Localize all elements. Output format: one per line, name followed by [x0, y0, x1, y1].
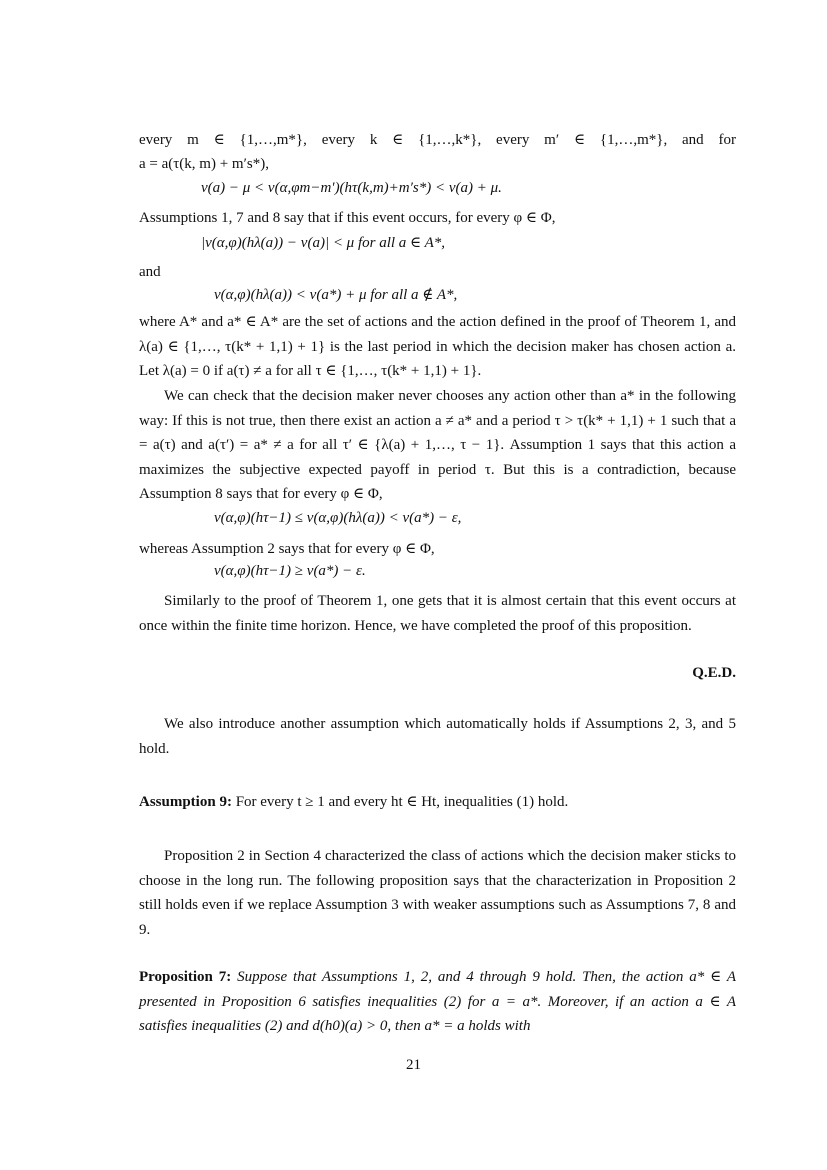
equation-1: v(a) − μ < v(α,φm−m′)(hτ(k,m)+m′s*) < v(a) + μ.	[201, 180, 502, 196]
paragraph-similarly: Similarly to the proof of Theorem 1, one gets that it is almost certain that this event occurs at once within the finite time horizon. Hence, we have completed the proof of this proposition.	[139, 593, 736, 634]
paragraph-another-assumption: We also introduce another assumption which automatically holds if Assumptions 2, 3, and 5 hold.	[139, 716, 736, 757]
paragraph-where: where A* and a* ∈ A* are the set of actions and the action defined in the proof of Theorem 1, and λ(a) ∈ {1,…, τ(k* + 1,1) + 1} is the last period in which the decision maker has chosen action a. Let λ(a) = 0 if a(τ) ≠ a for all τ ∈ {1,…, τ(k* + 1,1) + 1}.	[139, 314, 736, 379]
equation-2: |v(α,φ)(hλ(a)) − v(a)| < μ for all a ∈ A*,	[201, 235, 446, 251]
proposition-7	[139, 965, 736, 1039]
page-number: 21	[406, 1057, 421, 1073]
line-action-def: a = a(τ(k, m) + m′s*),	[139, 156, 269, 172]
proposition-7-label: Proposition 7:	[139, 969, 232, 985]
paragraph-never-chooses: We can check that the decision maker never chooses any action other than a* in the following way: If this is not true, then there exist an action a ≠ a* and a period τ > τ(k* + 1,1) + 1 such that a = a(τ) and a(τ′) = a* ≠ a for all τ′ ∈ {λ(a) + 1,…, τ − 1}. Assumption 1 says that this action a maximizes the subjective expected payoff in period τ. But this is a contradiction, because Assumption 8 says that for every φ ∈ Φ,	[139, 388, 736, 502]
line-quantifiers: every m ∈ {1,…,m*}, every k ∈ {1,…,k*}, every m′ ∈ {1,…,m*}, and for	[139, 132, 736, 148]
equation-4: v(α,φ)(hτ−1) ≤ v(α,φ)(hλ(a)) < v(a*) − ε,	[214, 510, 462, 526]
line-and: and	[139, 264, 161, 280]
assumption-9-text: For every t ≥ 1 and every ht ∈ Ht, inequalities (1) hold.	[231, 794, 569, 810]
equation-3: v(α,φ)(hλ(a)) < v(a*) + μ for all a ∉ A*,	[214, 287, 458, 303]
line-whereas: whereas Assumption 2 says that for every φ ∈ Φ,	[139, 541, 435, 557]
qed-mark: Q.E.D.	[692, 665, 736, 681]
line-assumptions-1-7-8: Assumptions 1, 7 and 8 say that if this event occurs, for every φ ∈ Φ,	[139, 210, 556, 226]
paragraph-proposition-2: Proposition 2 in Section 4 characterized the class of actions which the decision maker sticks to choose in the long run. The following proposition says that the characterization in Proposition 2 still holds even if we replace Assumption 3 with weaker assumptions such as Assumptions 7, 8 and 9.	[139, 848, 736, 938]
assumption-9	[139, 790, 736, 815]
proposition-7-text: Suppose that Assumptions 1, 2, and 4 through 9 hold. Then, the action a* ∈ A presented in Proposition 6 satisfies inequalities (2) for a = a*. Moreover, if an action a ∈ A satisfies inequalities (2) and d(h0)(a) > 0, then a* = a holds with	[139, 969, 736, 1034]
assumption-9-label: Assumption 9:	[139, 794, 232, 810]
equation-5: v(α,φ)(hτ−1) ≥ v(a*) − ε.	[214, 563, 366, 579]
